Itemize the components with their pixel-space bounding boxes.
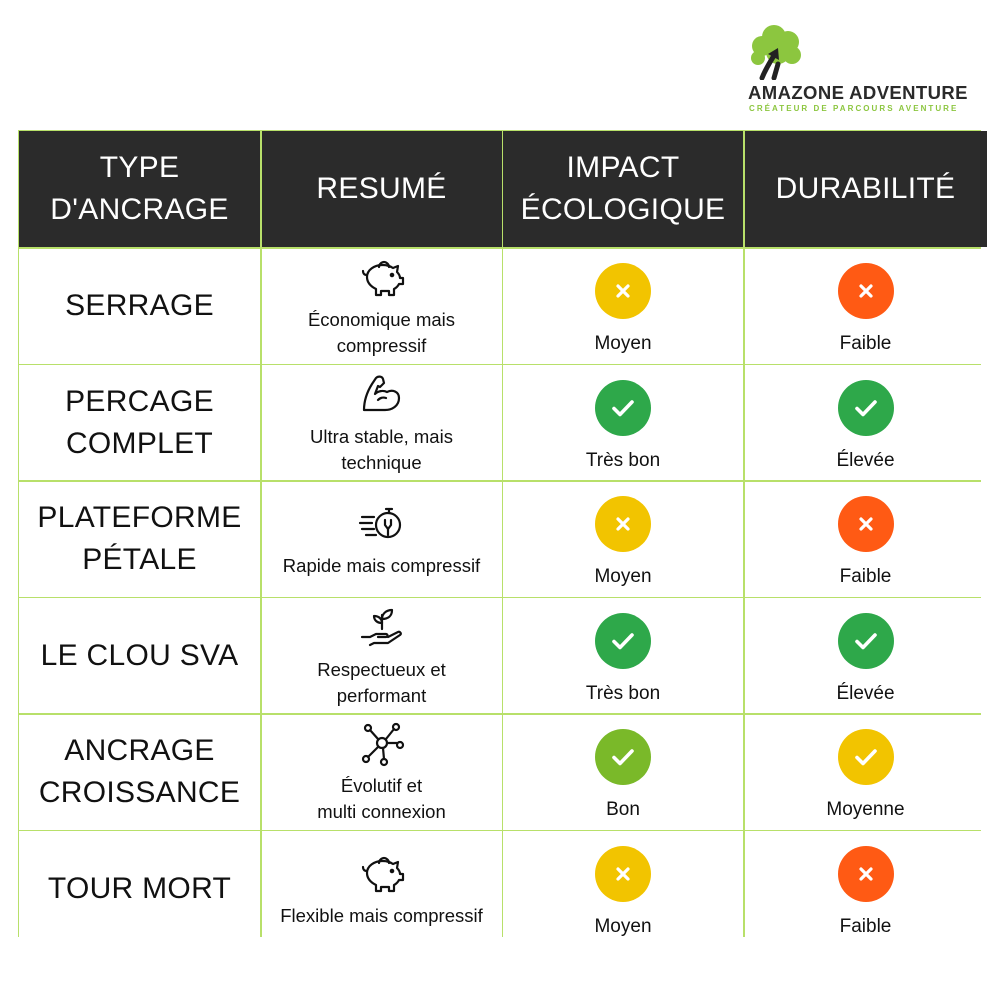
cross-icon <box>838 846 894 902</box>
brand-logo <box>748 24 980 116</box>
cross-icon <box>838 496 894 552</box>
row-impact <box>503 715 743 830</box>
row-impact <box>503 482 743 597</box>
summary-text: Respectueux et performant <box>317 658 446 706</box>
piggy-bank-icon <box>358 253 406 301</box>
flexed-arm-icon <box>358 370 406 418</box>
brand-tagline: CRÉATEUR DE PARCOURS AVENTURE <box>749 104 959 113</box>
row-impact <box>503 598 743 713</box>
row-durability <box>745 482 987 597</box>
durability-label: Élevée <box>836 449 895 471</box>
check-icon <box>838 613 894 669</box>
check-icon <box>838 380 894 436</box>
row-impact <box>503 249 743 364</box>
check-icon <box>595 729 651 785</box>
header-type: TYPE D'ANCRAGE <box>19 131 260 247</box>
impact-label: Très bon <box>585 682 661 704</box>
impact-label: Moyen <box>594 333 652 354</box>
summary-text: Flexible mais compressif <box>280 905 483 926</box>
tree-logo-icon <box>748 24 804 80</box>
row-summary <box>262 482 502 597</box>
durability-label: Moyenne <box>826 799 905 820</box>
row-type: TOUR MORT <box>19 831 260 947</box>
row-type: ANCRAGE CROISSANCE <box>19 715 260 830</box>
row-type: PERCAGE COMPLET <box>19 365 260 480</box>
header-impact: IMPACT ÉCOLOGIQUE <box>503 131 743 247</box>
row-summary <box>262 365 502 480</box>
summary-text: Rapide mais compressif <box>282 555 481 576</box>
header-summary: RESUMÉ <box>262 131 502 247</box>
cross-icon <box>595 846 651 902</box>
brand-name: AMAZONE ADVENTURE <box>748 82 968 103</box>
header-durability: DURABILITÉ <box>745 131 987 247</box>
row-durability <box>745 598 987 713</box>
row-type: LE CLOU SVA <box>19 598 260 713</box>
durability-label: Élevée <box>836 682 895 704</box>
row-summary <box>262 831 502 947</box>
impact-label: Moyen <box>594 916 652 937</box>
impact-label: Très bon <box>585 449 661 471</box>
impact-label: Bon <box>606 799 640 820</box>
summary-text: Économique mais compressif <box>307 309 456 356</box>
impact-label: Moyen <box>594 566 652 587</box>
durability-label: Faible <box>839 566 892 587</box>
check-icon <box>595 380 651 436</box>
hand-sprout-icon <box>358 603 406 651</box>
summary-text: Évolutif et multi connexion <box>317 775 446 822</box>
row-type: SERRAGE <box>19 249 260 364</box>
row-impact <box>503 365 743 480</box>
check-icon <box>838 729 894 785</box>
comparison-table <box>18 130 981 937</box>
check-icon <box>595 613 651 669</box>
row-durability <box>745 365 987 480</box>
cross-icon <box>595 263 651 319</box>
cross-icon <box>595 496 651 552</box>
row-summary <box>262 715 502 830</box>
row-impact <box>503 831 743 947</box>
row-summary <box>262 249 502 364</box>
row-summary <box>262 598 502 713</box>
row-type: PLATEFORME PÉTALE <box>19 482 260 597</box>
durability-label: Faible <box>839 333 892 354</box>
network-icon <box>358 719 406 767</box>
row-durability <box>745 831 987 947</box>
row-durability <box>745 715 987 830</box>
row-durability <box>745 249 987 364</box>
cross-icon <box>838 263 894 319</box>
fast-wrench-icon <box>358 499 406 547</box>
durability-label: Faible <box>839 916 892 937</box>
piggy-bank-icon <box>358 849 406 897</box>
summary-text: Ultra stable, mais technique <box>310 425 453 473</box>
